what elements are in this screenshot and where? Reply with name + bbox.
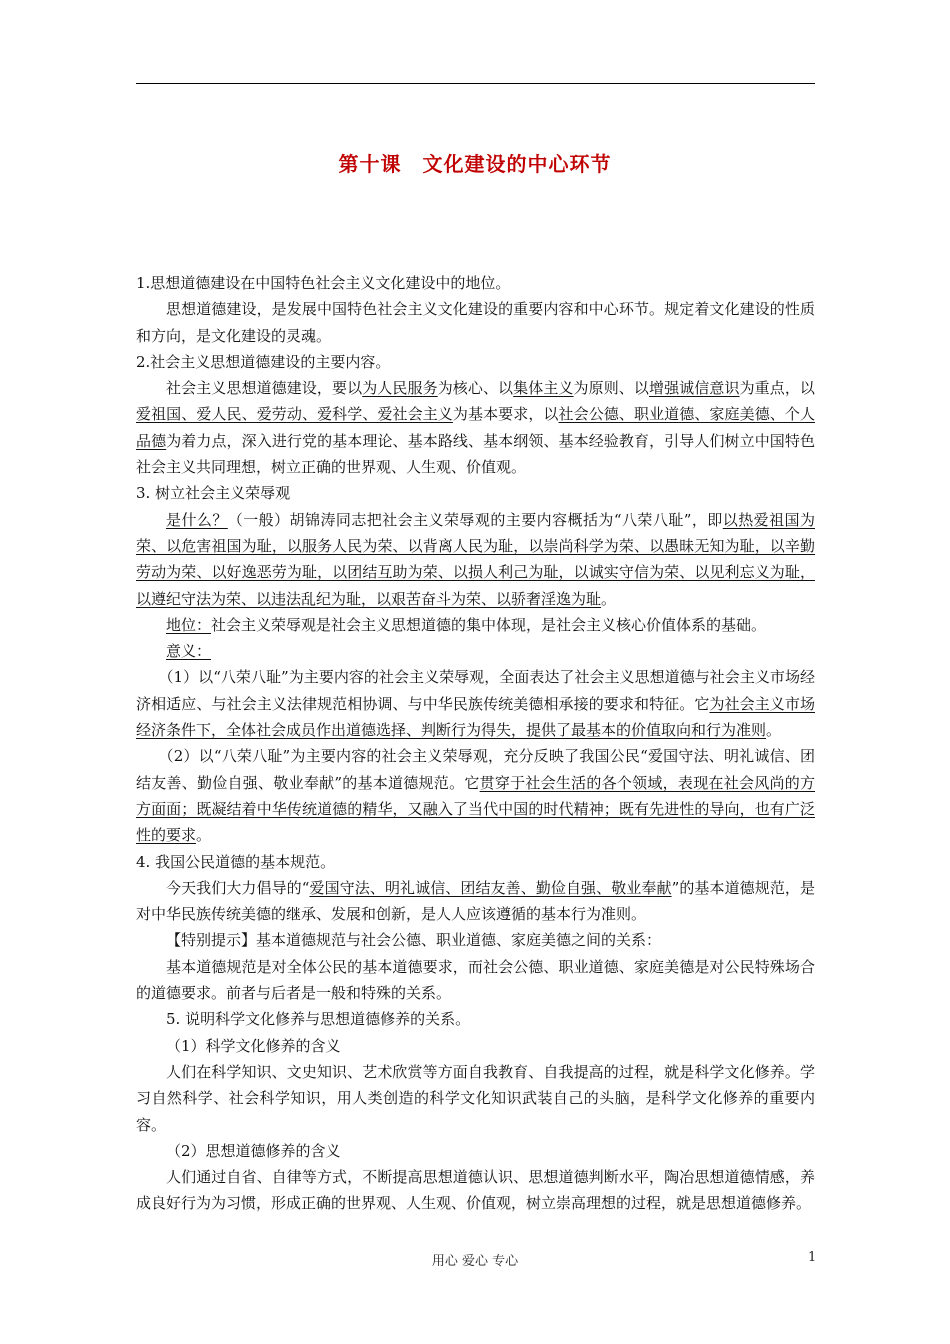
text-run: 社会主义思想道德建设，要以 [166,379,363,398]
paragraph [136,296,815,349]
text-run: 基本道德规范是对全体公民的基本道德要求，而社会公德、职业道德、家庭美德是对公民特殊场合的道德要求。前者与后者是一般和特殊的关系。 [136,957,815,1003]
text-run: 。 [601,589,617,608]
text-run: 。 [196,826,212,845]
paragraph [136,954,815,1007]
paragraph [136,927,815,953]
text-run: 社会主义荣辱观是社会主义思想道德的集中体现，是社会主义核心价值体系的基础。 [211,615,767,634]
footer-text: 用心 爱心 专心 [431,1254,519,1269]
text-run: 【特别提示】基本道德规范与社会公德、职业道德、家庭美德之间的关系： [166,931,662,950]
text-run: 2.社会主义思想道德建设的主要内容。 [136,352,391,371]
text-run: （1）科学文化修养的含义 [166,1036,341,1055]
paragraph [136,743,815,848]
paragraph [136,1006,815,1032]
text-run: 1.思想道德建设在中国特色社会主义文化建设中的地位。 [136,274,511,292]
text-run: 为核心、以 [437,379,514,398]
text-run: 3. 树立社会主义荣辱观 [136,484,291,503]
text-run: （2）思想道德修养的含义 [166,1141,341,1160]
text-run: 今天我们大力倡导的“ [166,878,310,897]
text-run: 为重点，以 [739,379,815,398]
underlined-text: 社会公德、职业道德、家庭美德、个人品德 [136,405,815,450]
text-run: 人们在科学知识、文史知识、艺术欣赏等方面自我教育、自我提高的过程，就是科学文化修养。学习自然科学、社会科学知识，用人类创造的科学文化知识武装自己的头脑，是科学文化修养的重要内容。 [136,1062,815,1134]
underlined-text: 以热爱祖国为荣、以危害祖国为耻，以服务人民为荣、以背离人民为耻，以崇尚科学为荣、以愚昧无知为耻，以辛勤劳动为荣、以好逸恶劳为耻，以团结互助为荣、以损人利己为耻，以诚实守信为荣、以见利忘义为耻，以遵纪守法为荣、以违法乱纪为耻，以艰苦奋斗为荣、以骄奢淫逸为耻 [136,510,815,608]
paragraph [136,349,815,375]
text-run: ”的基本道德规范，是对中华民族传统美德的继承、发展和创新，是人人应该遵循的基本行为准则。 [136,878,815,924]
text-run: （2）以“八荣八耻”为主要内容的社会主义荣辱观，充分反映了我国公民“爱国守法、明礼诚信、团结友善、勤俭自强、敬业奉献”的基本道德规范。它 [136,747,815,792]
header-rule [136,83,815,84]
paragraph [136,664,815,743]
page-title: 第十课 文化建设的中心环节 [338,152,612,176]
text-run: 为基本要求，以 [452,405,559,424]
text-run: 。 [766,721,782,740]
paragraph [136,1059,815,1138]
paragraph [136,612,815,638]
paragraph [136,270,815,296]
paragraph [136,507,815,612]
underlined-text: 是什么？ [166,510,228,529]
text-run: 4. 我国公民道德的基本规范。 [136,852,336,871]
text-run: （一般）胡锦涛同志把社会主义荣辱观的主要内容概括为“八荣八耻”，即 [227,510,723,529]
paragraph [136,1138,815,1164]
document-body [136,270,815,1217]
underlined-text: 爱国守法、明礼诚信、团结友善、勤俭自强、敬业奉献 [309,878,672,897]
text-run: 为原则、以 [573,379,649,398]
paragraph [136,1164,815,1217]
underlined-text: 爱祖国、爱人民、爱劳动、爱科学、爱社会主义 [136,405,453,424]
text-run: 5. 说明科学文化修养与思想道德修养的关系。 [166,1010,471,1029]
text-run: 人们通过自省、自律等方式，不断提高思想道德认识、思想道德判断水平，陶冶思想道德情感，养成良好行为为习惯，形成正确的世界观、人生观、价值观，树立崇高理想的过程，就是思想道德修养。 [136,1168,815,1213]
text-run: 思想道德建设，是发展中国特色社会主义文化建设的重要内容和中心环节。规定着文化建设的性质和方向，是文化建设的灵魂。 [136,300,815,345]
underlined-text: 增强诚信意识 [649,379,740,398]
paragraph [136,875,815,928]
paragraph [136,375,815,480]
paragraph [136,1033,815,1059]
paragraph [136,480,815,506]
underlined-text: 集体主义 [513,379,574,398]
paragraph [136,638,815,664]
underlined-text: 贯穿于社会生活的各个领域，表现在社会风尚的方方面面；既凝结着中华传统道德的精华，又融入了当代中国的时代精神；既有先进性的导向，也有广泛性的要求 [136,773,815,845]
page-number: 1 [808,1250,817,1265]
underlined-text: 为社会主义市场经济条件下，全体社会成员作出道德选择、判断行为得失，提供了最基本的价值取向和行为准则 [136,694,815,740]
underlined-text: 地位： [166,615,212,634]
text-run: （1）以“八荣八耻”为主要内容的社会主义荣辱观，全面表达了社会主义思想道德与社会主义市场经济相适应、与社会主义法律规范相协调、与中华民族传统美德相承接的要求和特征。它 [136,668,815,713]
underlined-text: 意义： [166,642,212,661]
underlined-text: 为人民服务 [362,379,438,398]
text-run: 为着力点，深入进行党的基本理论、基本路线、基本纲领、基本经验教育，引导人们树立中国特色社会主义共同理想，树立正确的世界观、人生观、价值观。 [136,431,815,477]
paragraph [136,849,815,875]
